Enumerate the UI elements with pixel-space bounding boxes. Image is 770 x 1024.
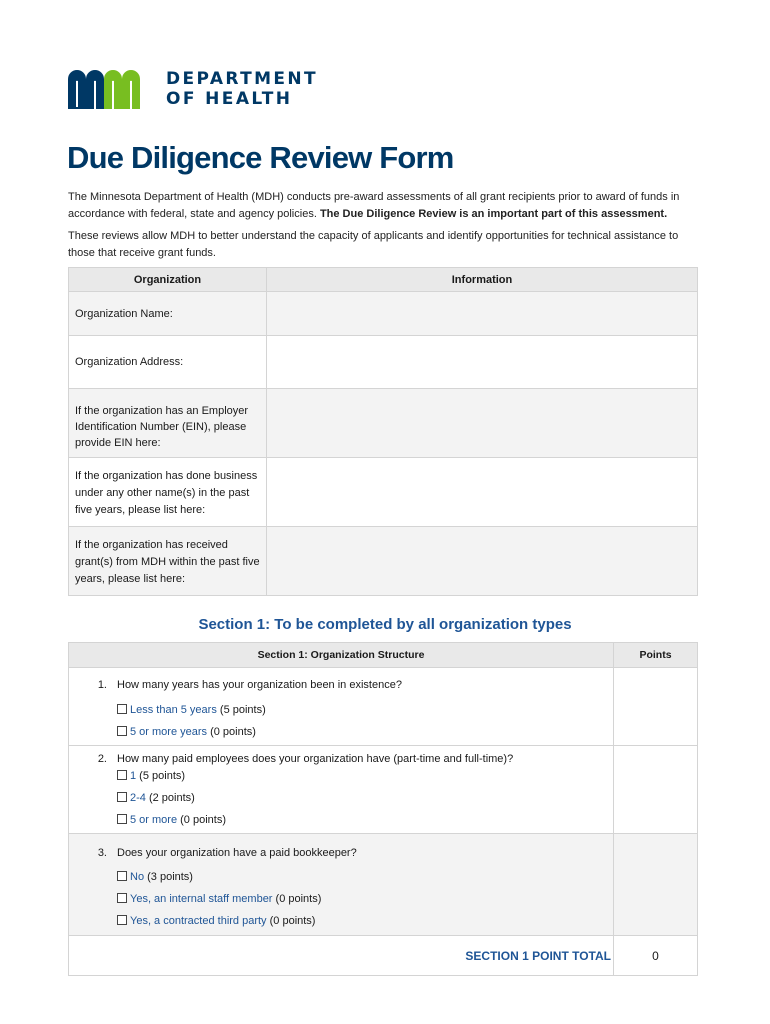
checkbox-icon[interactable] — [117, 726, 127, 736]
org-col-header: Organization — [69, 268, 267, 292]
org-table-header — [69, 268, 698, 292]
question-text: How many years has your organization been in existence? — [117, 679, 402, 691]
points-cell[interactable] — [614, 834, 698, 936]
points-col-header: Points — [614, 643, 698, 668]
ein-label: If the organization has an Employer Identification Number (EIN), please provide EIN here: — [69, 389, 267, 458]
option-1-employee[interactable]: 1 (5 points) — [69, 765, 613, 787]
mn-logo-icon — [68, 69, 154, 109]
points-cell[interactable] — [614, 668, 698, 746]
question-row — [69, 834, 698, 936]
intro-paragraph-1 — [68, 189, 708, 223]
intro-paragraph-2: These reviews allow MDH to better understand the capacity of applicants and identify opportunities for technical assistance to those that receive grant funds. — [68, 230, 679, 259]
question-row — [69, 668, 698, 746]
logo-line2: OF HEALTH — [166, 89, 293, 109]
question-text: Does your organization have a paid bookkeeper? — [117, 847, 357, 859]
table-row — [69, 527, 698, 596]
question-3 — [69, 834, 614, 936]
section-1-total-row — [69, 936, 698, 976]
option-no-bookkeeper[interactable]: No (3 points) — [69, 866, 613, 888]
checkbox-icon[interactable] — [117, 893, 127, 903]
ein-field[interactable] — [267, 389, 698, 458]
section-1-table-header — [69, 643, 698, 668]
section-1-total-label: SECTION 1 POINT TOTAL — [69, 936, 614, 976]
table-row — [69, 292, 698, 336]
table-row — [69, 336, 698, 389]
checkbox-icon[interactable] — [117, 871, 127, 881]
checkbox-icon[interactable] — [117, 814, 127, 824]
points-cell[interactable] — [614, 746, 698, 834]
mdh-grants-field[interactable] — [267, 527, 698, 596]
table-row — [69, 458, 698, 527]
option-5-or-more-employees[interactable]: 5 or more (0 points) — [69, 809, 613, 831]
section-1-table — [68, 642, 698, 976]
mdh-logo — [68, 68, 318, 110]
org-name-label: Organization Name: — [69, 292, 267, 336]
logo-wordmark — [166, 69, 318, 109]
intro-text: The Minnesota Department of Health (MDH) conducts pre-award assessments of all grant recipients prior to award of funds in accordance with federal, state and agency policies. — [68, 191, 680, 220]
option-less-than-5-years[interactable]: Less than 5 years (5 points) — [69, 699, 613, 721]
page-title: Due Diligence Review Form — [67, 140, 454, 175]
question-number: 1. — [97, 679, 107, 691]
org-name-field[interactable] — [267, 292, 698, 336]
checkbox-icon[interactable] — [117, 792, 127, 802]
other-names-field[interactable] — [267, 458, 698, 527]
question-number: 2. — [97, 753, 107, 765]
organization-table — [68, 267, 698, 596]
mdh-grants-label: If the organization has received grant(s) from MDH within the past five years, please list here: — [69, 527, 267, 596]
table-row — [69, 389, 698, 458]
question-row — [69, 746, 698, 834]
org-address-label: Organization Address: — [69, 336, 267, 389]
option-internal-staff[interactable]: Yes, an internal staff member (0 points) — [69, 888, 613, 910]
checkbox-icon[interactable] — [117, 915, 127, 925]
structure-col-header: Section 1: Organization Structure — [69, 643, 614, 668]
info-col-header: Information — [267, 268, 698, 292]
option-contracted-third-party[interactable]: Yes, a contracted third party (0 points) — [69, 910, 613, 932]
other-names-label: If the organization has done business under any other name(s) in the past five years, please list here: — [69, 458, 267, 527]
checkbox-icon[interactable] — [117, 704, 127, 714]
question-1 — [69, 668, 614, 746]
option-2-4-employees[interactable]: 2-4 (2 points) — [69, 787, 613, 809]
option-5-or-more-years[interactable]: 5 or more years (0 points) — [69, 721, 613, 743]
section-1-total-value: 0 — [614, 936, 698, 976]
checkbox-icon[interactable] — [117, 770, 127, 780]
org-address-field[interactable] — [267, 336, 698, 389]
question-text: How many paid employees does your organization have (part-time and full-time)? — [117, 753, 514, 765]
question-number: 3. — [97, 847, 107, 859]
intro-bold-text: The Due Diligence Review is an important part of this assessment. — [319, 208, 668, 220]
logo-line1: DEPARTMENT — [166, 69, 319, 89]
section-1-heading: Section 1: To be completed by all organization types — [198, 616, 572, 633]
question-2 — [69, 746, 614, 834]
